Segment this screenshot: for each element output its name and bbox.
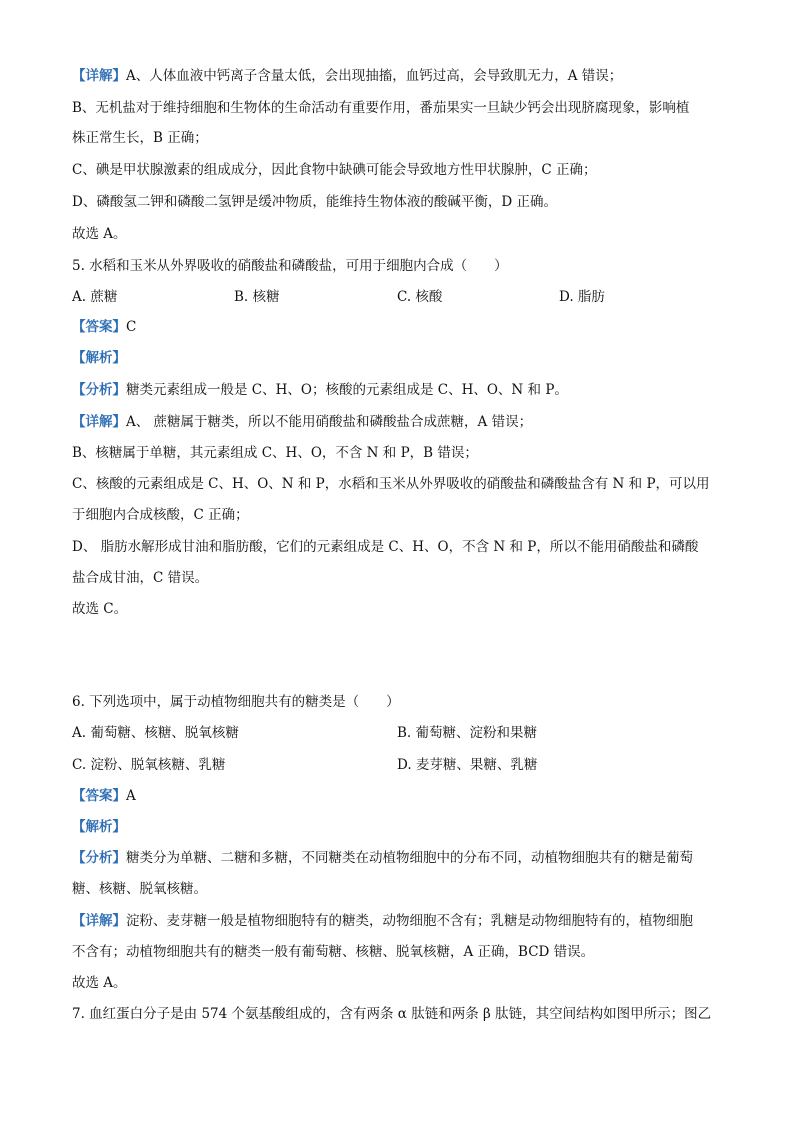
- q5-detail-b: B、核糖属于单糖，其元素组成 C、H、O，不含 N 和 P，B 错误；: [72, 445, 478, 461]
- q5-answer: 【答案】C: [72, 319, 137, 335]
- q6-fenxi-2: 糖、核糖、脱氧核糖。: [72, 881, 207, 897]
- q6-option-c: C. 淀粉、脱氧核糖、乳糖: [72, 757, 226, 773]
- q7-stem: 7. 血红蛋白分子是由 574 个氨基酸组成的，含有两条 α 肽链和两条 β 肽链，其空间结构如图甲所示；图乙: [72, 1006, 712, 1022]
- q4-detail-b-1: B、无机盐对于维持细胞和生物体的生命活动有重要作用，番茄果实一旦缺少钙会出现脐腐现象，影响植: [72, 100, 690, 116]
- q4-detail-c: C、碘是甲状腺激素的组成成分，因此食物中缺碘可能会导致地方性甲状腺肿，C 正确；: [72, 162, 597, 178]
- q5-detail-c-1: C、核酸的元素组成是 C、H、O、N 和 P，水稻和玉米从外界吸收的硝酸盐和磷酸盐含有 N 和 P，可以用: [72, 476, 710, 492]
- q5-option-a: A. 蔗糖: [72, 289, 118, 305]
- q5-detail-d-2: 盐合成甘油，C 错误。: [72, 570, 209, 586]
- q5-choose: 故选 C。: [72, 601, 128, 617]
- q5-detail-a: 【详解】A、 蔗糖属于糖类，所以不能用硝酸盐和磷酸盐合成蔗糖，A 错误；: [72, 414, 533, 430]
- q5-option-b: B. 核糖: [234, 289, 280, 305]
- fenxi-tag: 【分析】: [72, 850, 126, 866]
- q5-stem: 5. 水稻和玉米从外界吸收的硝酸盐和磷酸盐，可用于细胞内合成（ ）: [72, 258, 508, 274]
- q6-detail-1: 【详解】淀粉、麦芽糖一般是植物细胞特有的糖类，动物细胞不含有；乳糖是动物细胞特有的，植物细胞: [72, 913, 693, 929]
- q6-choose: 故选 A。: [72, 975, 127, 991]
- q5-detail-d-1: D、 脂肪水解形成甘油和脂肪酸，它们的元素组成是 C、H、O，不含 N 和 P，所以不能用硝酸盐和磷酸: [72, 539, 699, 555]
- q4-detail-a: 【详解】A、人体血液中钙离子含量太低，会出现抽搐，血钙过高，会导致肌无力，A 错误；: [72, 68, 623, 84]
- detail-tag: 【详解】: [72, 68, 126, 84]
- q6-analysis-tag: 【解析】: [72, 819, 126, 835]
- q6-answer: 【答案】A: [72, 788, 136, 804]
- q6-option-b: B. 葡萄糖、淀粉和果糖: [397, 725, 538, 741]
- q6-option-d: D. 麦芽糖、果糖、乳糖: [397, 757, 538, 773]
- q5-detail-c-2: 于细胞内合成核酸，C 正确；: [72, 507, 249, 523]
- answer-tag: 【答案】: [72, 788, 126, 804]
- q5-option-d: D. 脂肪: [559, 289, 605, 305]
- q5-analysis-tag: 【解析】: [72, 350, 126, 366]
- q4-choose: 故选 A。: [72, 226, 127, 242]
- q4-detail-d: D、磷酸氢二钾和磷酸二氢钾是缓冲物质，能维持生物体液的酸碱平衡，D 正确。: [72, 194, 557, 210]
- q4-detail-b-2: 株正常生长，B 正确；: [72, 130, 208, 146]
- q6-fenxi-1: 【分析】糖类分为单糖、二糖和多糖，不同糖类在动植物细胞中的分布不同，动植物细胞共有的糖是葡萄: [72, 850, 693, 866]
- q6-detail-2: 不含有；动植物细胞共有的糖类一般有葡萄糖、核糖、脱氧核糖，A 正确，BCD 错误。: [72, 944, 595, 960]
- answer-tag: 【答案】: [72, 319, 126, 335]
- q5-option-c: C. 核酸: [397, 289, 443, 305]
- q6-stem: 6. 下列选项中，属于动植物细胞共有的糖类是（ ）: [72, 694, 400, 710]
- q6-option-a: A. 葡萄糖、核糖、脱氧核糖: [72, 725, 239, 741]
- q5-fenxi: 【分析】糖类元素组成一般是 C、H、O；核酸的元素组成是 C、H、O、N 和 P。: [72, 382, 568, 398]
- detail-tag: 【详解】: [72, 913, 126, 929]
- detail-tag: 【详解】: [72, 414, 126, 430]
- fenxi-tag: 【分析】: [72, 382, 126, 398]
